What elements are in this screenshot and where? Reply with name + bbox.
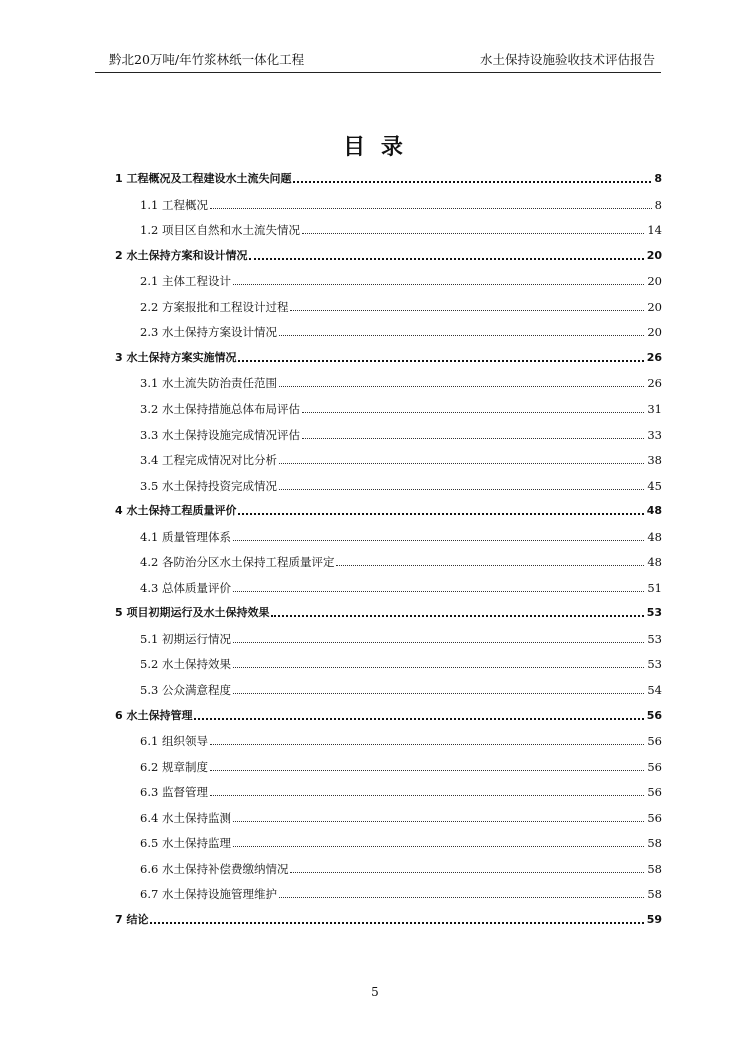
toc-entry-page-number: 20	[647, 325, 662, 340]
toc-entry-label: 4.2 各防治分区水土保持工程质量评定	[140, 555, 335, 570]
toc-dot-leader	[233, 591, 644, 592]
toc-entry-page-number: 58	[647, 836, 662, 851]
toc-dot-leader	[210, 208, 652, 209]
toc-section-entry[interactable]	[140, 781, 662, 799]
toc-section-entry[interactable]	[140, 628, 662, 646]
toc-dot-leader	[233, 693, 644, 694]
toc-dot-leader	[233, 642, 644, 643]
toc-section-entry[interactable]	[140, 372, 662, 390]
toc-entry-label: 2.2 方案报批和工程设计过程	[140, 299, 289, 314]
toc-entry-label: 5.2 水土保持效果	[140, 657, 231, 672]
toc-entry-page-number: 51	[647, 580, 662, 595]
toc-entry-label: 5 项目初期运行及水土保持效果	[115, 606, 270, 620]
toc-entry-label: 6.3 监督管理	[140, 785, 208, 800]
toc-entry-label: 7 结论	[115, 912, 149, 926]
toc-section-entry[interactable]	[140, 296, 662, 314]
toc-dot-leader	[238, 513, 643, 515]
toc-dot-leader	[271, 615, 643, 617]
toc-entry-label: 4.3 总体质量评价	[140, 580, 231, 595]
toc-section-entry[interactable]	[140, 858, 662, 876]
toc-entry-page-number: 59	[646, 912, 662, 926]
toc-dot-leader	[336, 565, 644, 566]
toc-entry-page-number: 53	[647, 631, 662, 646]
toc-section-entry[interactable]	[140, 807, 662, 825]
toc-entry-label: 3.4 工程完成情况对比分析	[140, 453, 277, 468]
toc-chapter-entry[interactable]	[115, 909, 662, 927]
toc-entry-page-number: 20	[646, 248, 662, 262]
toc-section-entry[interactable]	[140, 883, 662, 901]
toc-dot-leader	[290, 310, 644, 311]
toc-entry-page-number: 20	[647, 299, 662, 314]
toc-entry-label: 5.3 公众满意程度	[140, 683, 231, 697]
toc-section-entry[interactable]	[140, 424, 662, 442]
toc-entry-label: 5.1 初期运行情况	[140, 631, 231, 646]
toc-entry-label: 2.1 主体工程设计	[140, 274, 231, 289]
toc-entry-label: 1.2 项目区自然和水土流失情况	[140, 223, 300, 238]
toc-entry-page-number: 56	[647, 734, 662, 749]
toc-dot-leader	[302, 412, 644, 413]
toc-entry-page-number: 48	[647, 555, 662, 570]
toc-chapter-entry[interactable]	[115, 602, 662, 620]
toc-dot-leader	[233, 846, 644, 847]
toc-section-entry[interactable]	[140, 449, 662, 467]
toc-entry-page-number: 33	[647, 427, 662, 442]
toc-entry-label: 3.3 水土保持设施完成情况评估	[140, 427, 300, 442]
header-project-title: 黔北20万吨/年竹浆林纸一体化工程	[109, 52, 305, 67]
toc-section-entry[interactable]	[140, 577, 662, 595]
toc-entry-label: 1 工程概况及工程建设水土流失问题	[115, 172, 292, 185]
toc-section-entry[interactable]	[140, 270, 662, 288]
toc-entry-label: 6.5 水土保持监理	[140, 836, 231, 851]
toc-entry-page-number: 38	[647, 453, 662, 468]
toc-chapter-entry[interactable]	[115, 347, 662, 365]
toc-entry-label: 6 水土保持管理	[115, 708, 193, 722]
toc-chapter-entry[interactable]	[115, 500, 662, 518]
toc-section-entry[interactable]	[140, 194, 662, 212]
toc-dot-leader	[233, 667, 644, 668]
toc-entry-page-number: 48	[647, 529, 662, 544]
toc-dot-leader	[293, 181, 651, 183]
toc-entry-page-number: 8	[654, 172, 662, 185]
toc-entry-page-number: 56	[647, 785, 662, 800]
toc-entry-label: 1.1 工程概况	[140, 197, 208, 212]
toc-entry-page-number: 48	[646, 504, 662, 518]
toc-entry-page-number: 26	[646, 350, 662, 364]
toc-entry-label: 6.6 水土保持补偿费缴纳情况	[140, 861, 289, 876]
toc-entry-page-number: 20	[647, 274, 662, 289]
toc-section-entry[interactable]	[140, 219, 662, 237]
toc-dot-leader	[279, 386, 644, 387]
toc-section-entry[interactable]	[140, 730, 662, 748]
toc-dot-leader	[249, 258, 643, 260]
toc-section-entry[interactable]	[140, 756, 662, 774]
toc-section-entry[interactable]	[140, 679, 662, 697]
toc-chapter-entry[interactable]	[115, 705, 662, 723]
page-header	[95, 52, 661, 73]
toc-entry-page-number: 45	[647, 478, 662, 493]
toc-entry-label: 4 水土保持工程质量评价	[115, 504, 237, 518]
page-number: 5	[371, 985, 379, 999]
toc-section-entry[interactable]	[140, 653, 662, 671]
toc-entry-label: 3.5 水土保持投资完成情况	[140, 478, 277, 493]
toc-section-entry[interactable]	[140, 551, 662, 569]
toc-section-entry[interactable]	[140, 475, 662, 493]
toc-entry-page-number: 56	[646, 708, 662, 722]
toc-entry-page-number: 58	[647, 861, 662, 876]
toc-entry-label: 6.2 规章制度	[140, 759, 208, 774]
toc-dot-leader	[279, 463, 644, 464]
toc-entry-page-number: 53	[647, 657, 662, 672]
toc-dot-leader	[233, 540, 644, 541]
toc-dot-leader	[302, 233, 644, 234]
toc-dot-leader	[210, 770, 644, 771]
toc-entry-label: 3.1 水土流失防治责任范围	[140, 376, 277, 391]
toc-section-entry[interactable]	[140, 398, 662, 416]
toc-entry-label: 4.1 质量管理体系	[140, 529, 231, 544]
toc-dot-leader	[194, 718, 643, 720]
toc-dot-leader	[279, 897, 644, 898]
toc-dot-leader	[150, 922, 643, 924]
toc-section-entry[interactable]	[140, 526, 662, 544]
toc-entry-label: 2.3 水土保持方案设计情况	[140, 325, 277, 340]
toc-entry-label: 3 水土保持方案实施情况	[115, 350, 237, 364]
toc-entry-label: 2 水土保持方案和设计情况	[115, 248, 248, 262]
toc-entry-label: 6.7 水土保持设施管理维护	[140, 887, 277, 902]
toc-chapter-entry[interactable]	[115, 168, 662, 186]
toc-entry-page-number: 56	[647, 810, 662, 825]
toc-entry-label: 3.2 水土保持措施总体布局评估	[140, 401, 300, 416]
toc-dot-leader	[210, 744, 644, 745]
toc-dot-leader	[279, 335, 644, 336]
toc-dot-leader	[279, 489, 644, 490]
toc-entry-page-number: 53	[646, 606, 662, 620]
toc-dot-leader	[290, 872, 644, 873]
toc-dot-leader	[233, 821, 644, 822]
toc-entry-page-number: 26	[647, 376, 662, 391]
toc-chapter-entry[interactable]	[115, 245, 662, 263]
toc-dot-leader	[302, 438, 644, 439]
toc-entry-page-number: 58	[647, 887, 662, 902]
toc-dot-leader	[233, 284, 644, 285]
toc-entry-label: 6.4 水土保持监测	[140, 810, 231, 825]
toc-section-entry[interactable]	[140, 832, 662, 850]
toc-entry-page-number: 31	[647, 401, 662, 416]
toc-section-entry[interactable]	[140, 321, 662, 339]
toc-dot-leader	[238, 360, 643, 362]
toc-entry-label: 6.1 组织领导	[140, 734, 208, 749]
toc-entry-page-number: 54	[647, 683, 662, 697]
toc-dot-leader	[210, 795, 644, 796]
toc-title: 目 录	[343, 134, 407, 160]
toc-entry-page-number: 56	[647, 759, 662, 774]
header-report-title: 水土保持设施验收技术评估报告	[479, 52, 655, 67]
toc-entry-page-number: 14	[647, 223, 662, 238]
toc-entry-page-number: 8	[654, 197, 662, 212]
